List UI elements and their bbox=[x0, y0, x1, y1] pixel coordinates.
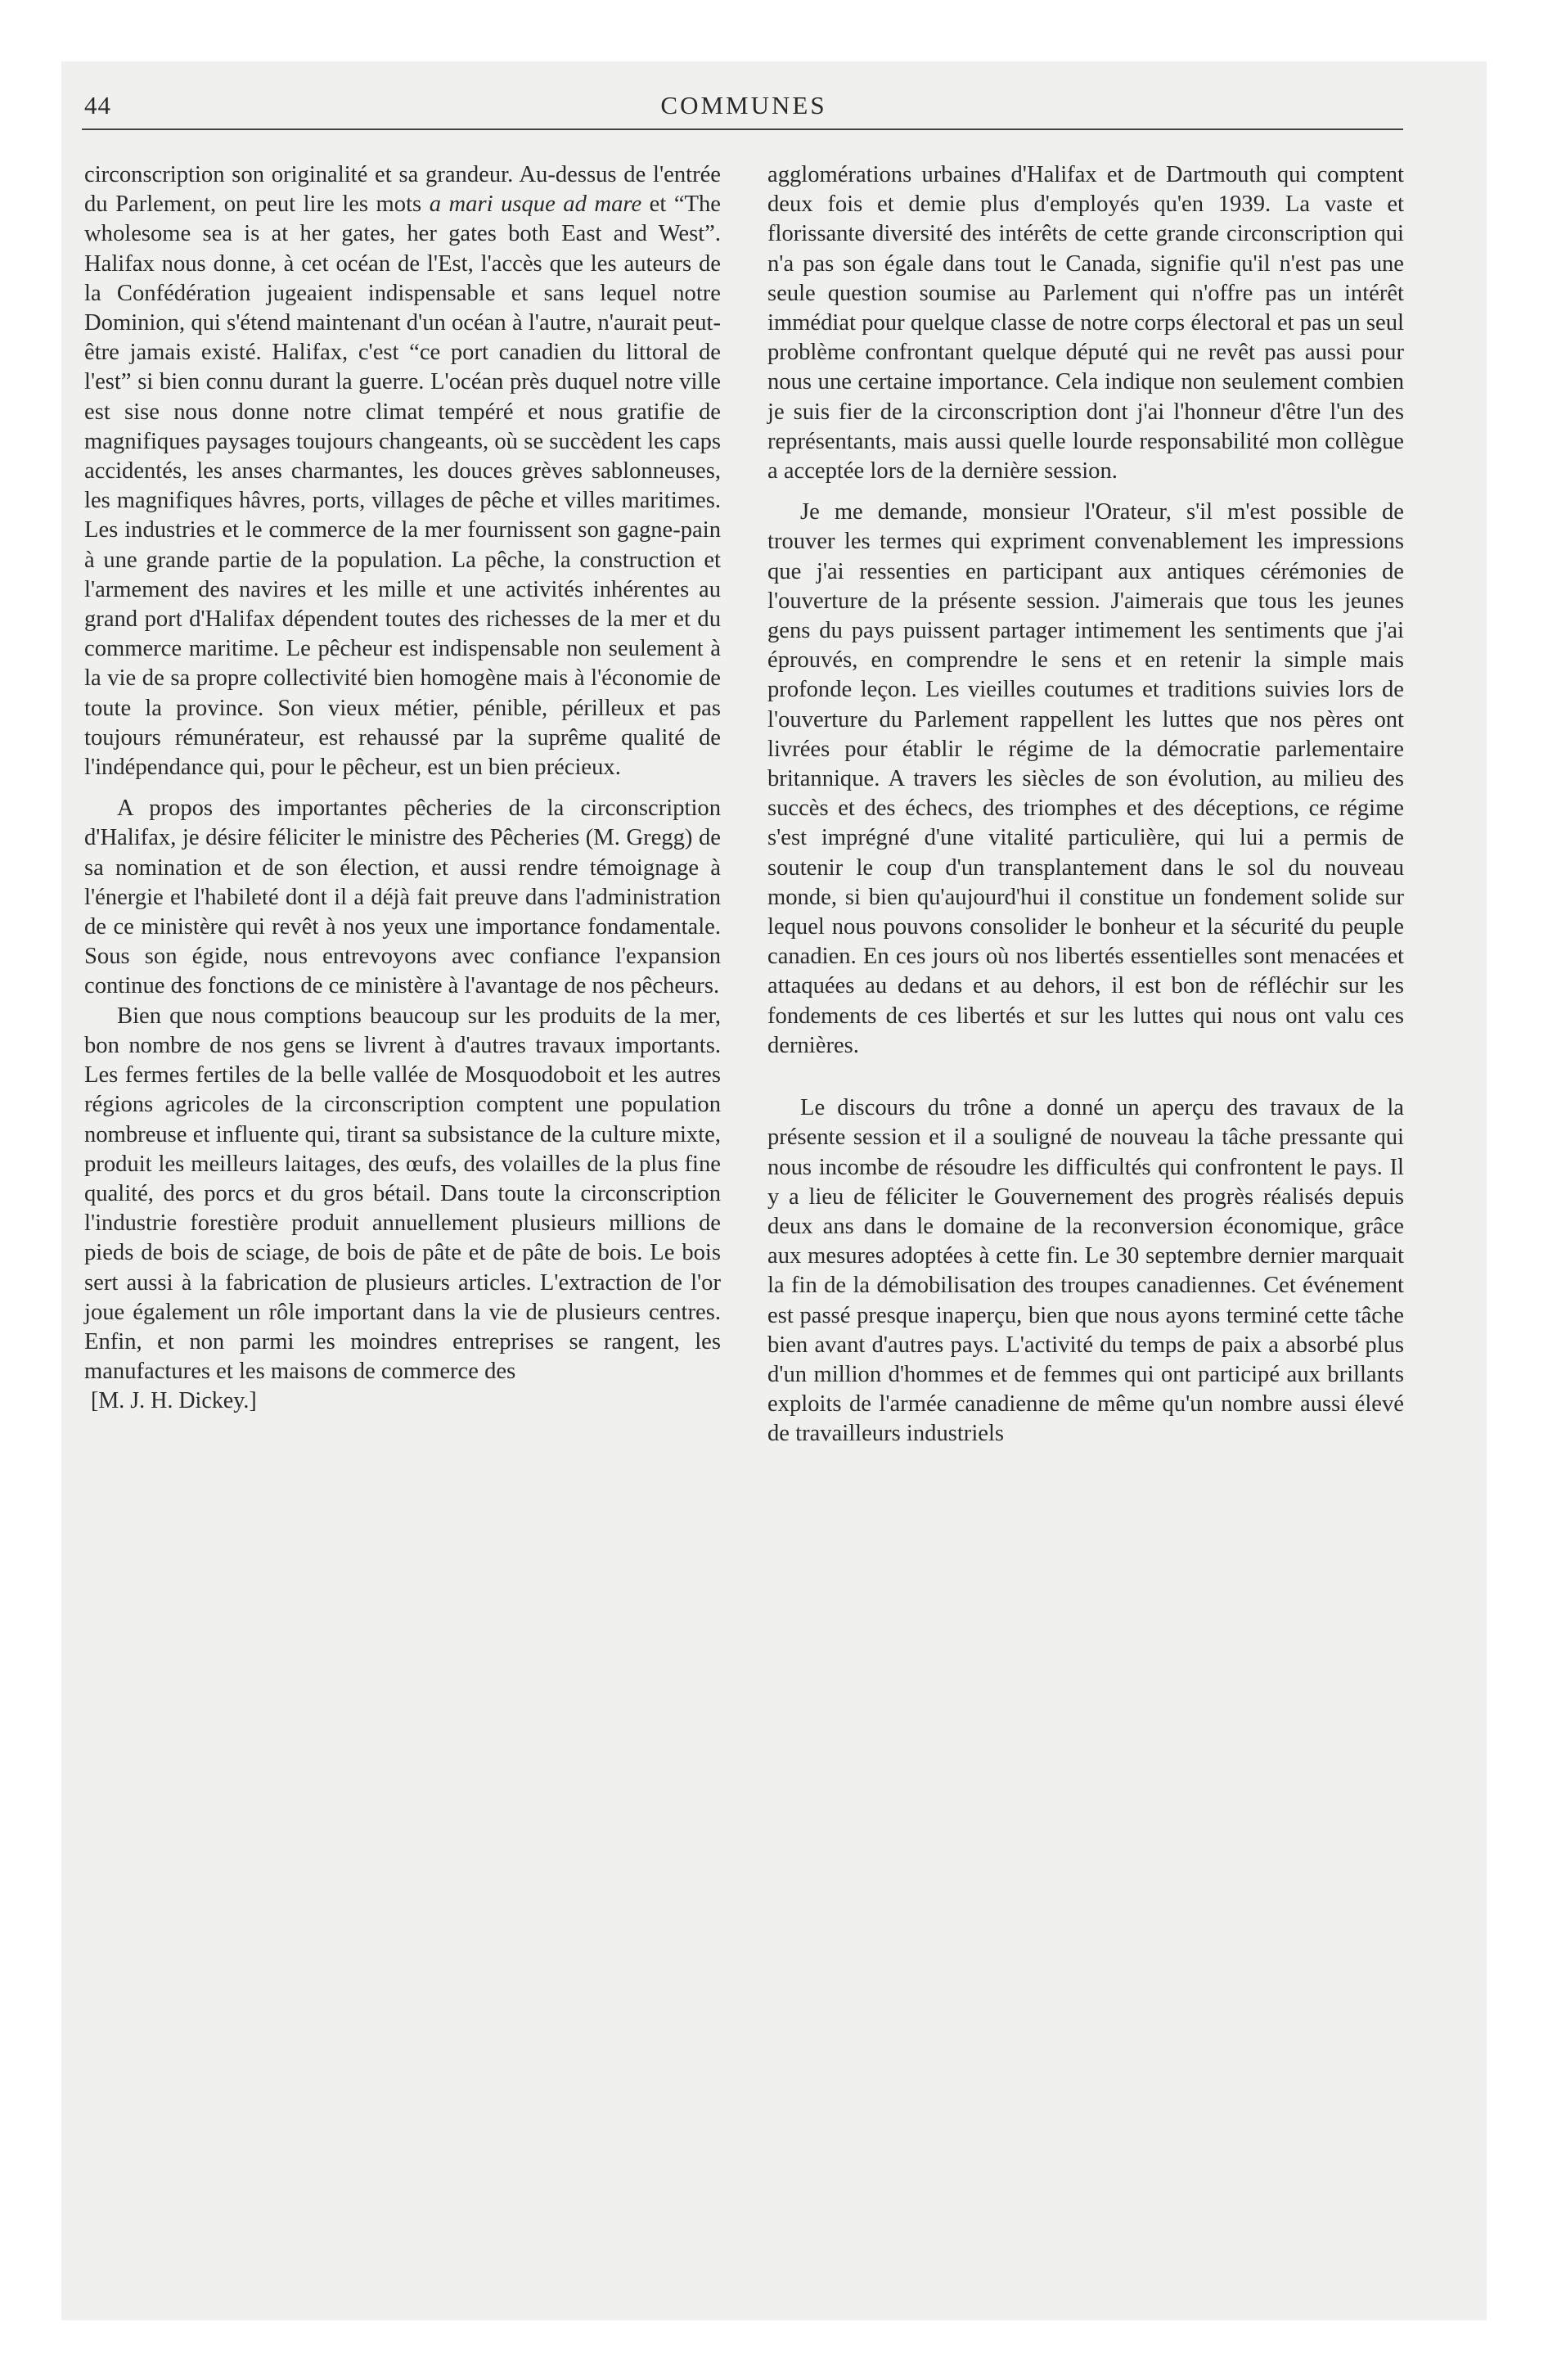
left-paragraph-1-text-a: circonscription son originalité et sa grandeur. Au-dessus de l'entrée du Parlement, on peut lire les mots bbox=[84, 162, 721, 218]
left-paragraph-1 bbox=[84, 160, 721, 782]
right-column bbox=[767, 160, 1404, 1449]
latin-motto: a mari usque ad mare bbox=[429, 192, 642, 218]
left-paragraph-1-text-b: et “The wholesome sea is at her gates, her gates both East and West”. Halifax nous donne, à cet océan de l'Est, l'accès que les auteurs de la Confédération jugeaient indispensable et sans lequel notre Dominion, qui s'étend maintenant d'un océan à l'autre, n'aurait peut-être jamais existé. Halifax, c'est “ce port canadien du littoral de l'est” si bien connu durant la guerre. L'océan près duquel notre ville est sise nous donne notre climat tempéré et nous gratifie de magnifiques paysages toujours changeants, où se succèdent les caps accidentés, les anses charmantes, les douces grèves sablonneuses, les magnifiques hâvres, ports, villages de pêche et villes maritimes. Les industries et le commerce de la mer fournissent son gagne-pain à une grande partie de la population. La pêche, la construction et l'armement des navires et les mille et une activités inhérentes au grand port d'Halifax dépendent toutes des richesses de la mer et du commerce maritime. Le pêcheur est indispensable non seulement à la vie de sa propre collectivité bien homogène mais à l'économie de toute la province. Son vieux métier, pénible, périlleux et pas toujours rémunérateur, est rehaussé par la suprême qualité de l'indépendance qui, pour le pêcheur, est un bien précieux. bbox=[84, 192, 721, 781]
speaker-signature: [M. J. H. Dickey.] bbox=[91, 1388, 257, 1414]
page-header bbox=[84, 91, 1403, 140]
right-paragraph-1: agglomérations urbaines d'Halifax et de Dartmouth qui comptent deux fois et demie plus d'employés qu'en 1939. La vaste et florissante diversité des intérêts de cette grande circonscription qui n'a pas son égale dans tout le Canada, signifie qu'il n'est pas une seule question soumise au Parlement qui n'offre pas un intérêt immédiat pour quelque classe de notre corps électoral et pas un seul problème confrontant quelque député qui ne revêt pas aussi pour nous une certaine importance. Cela indique non seulement combien je suis fier de la circonscription dont j'ai l'honneur d'être l'un des représentants, mais aussi quelle lourde responsabilité mon collègue a acceptée lors de la dernière session. bbox=[767, 162, 1404, 485]
running-head: COMMUNES bbox=[660, 91, 827, 119]
right-paragraph-3: Le discours du trône a donné un aperçu des travaux de la présente session et il a souligné de nouveau la tâche pressante qui nous incombe de résoudre les difficultés qui confrontent le pays. Il y a lieu de féliciter le Gouvernement des progrès réalisés depuis deux ans dans le domaine de la reconversion économique, grâce aux mesures adoptées à cette fin. Le 30 septembre dernier marquait la fin de la démobilisation des troupes canadiennes. Cet événement est passé presque inaperçu, bien que nous ayons terminé cette tâche bien avant d'autres pays. L'activité du temps de paix a absorbé plus d'un million d'hommes et de femmes qui ont participé aux brillants exploits de l'armée canadienne de même qu'un nombre aussi élevé de travailleurs industriels bbox=[767, 1095, 1404, 1447]
header-rule bbox=[82, 128, 1403, 130]
left-column bbox=[84, 160, 721, 1417]
right-paragraph-2: Je me demande, monsieur l'Orateur, s'il m'est possible de trouver les termes qui expriment convenablement les impressions que j'ai ressenties en participant aux antiques cérémonies de l'ouverture de la présente session. J'aimerais que tous les jeunes gens du pays puissent partager intimement les sentiments que j'ai éprouvés, en comprendre le sens et en retenir la simple mais profonde leçon. Les vieilles coutumes et traditions suivies lors de l'ouverture du Parlement rappellent les luttes que nos pères ont livrées pour établir le régime de la démocratie parlementaire britannique. A travers les siècles de son évolution, au milieu des succès et des échecs, des triomphes et des déceptions, ce régime s'est imprégné d'une vitalité particulière, qui lui a permis de soutenir le coup d'un transplantement dans le sol du nouveau monde, si bien qu'aujourd'hui il constitue un fondement solide sur lequel nous pouvons consolider le bonheur et la sécurité du peuple canadien. En ces jours où nos libertés essentielles sont menacées et attaquées au dedans et au dehors, il est bon de réfléchir sur les fondements de ces libertés et sur les luttes qui nous ont valu ces dernières. bbox=[767, 499, 1404, 1058]
left-paragraph-2: A propos des importantes pêcheries de la circonscription d'Halifax, je désire féliciter le ministre des Pêcheries (M. Gregg) de sa nomination et de son élection, et aussi rendre témoignage à l'énergie et l'habileté dont il a déjà fait preuve dans l'administration de ce ministère qui revêt à nos yeux une importance fondamentale. Sous son égide, nous entrevoyons avec confiance l'expansion continue des fonctions de ce ministère à l'avantage de nos pêcheurs. bbox=[84, 796, 721, 999]
page-number: 44 bbox=[84, 91, 111, 119]
left-paragraph-3: Bien que nous comptions beaucoup sur les produits de la mer, bon nombre de nos gens se livrent à d'autres travaux importants. Les fermes fertiles de la belle vallée de Mosquodoboit et les autres régions agricoles de la circonscription comptent une population nombreuse et influente qui, tirant sa subsistance de la culture mixte, produit les meilleurs laitages, des œufs, des volailles de la plus fine qualité, des porcs et du gros bétail. Dans toute la circonscription l'industrie forestière produit annuellement plusieurs millions de pieds de bois de sciage, de bois de pâte et de pâte de bois. Le bois sert aussi à la fabrication de plusieurs articles. L'extraction de l'or joue également un rôle important dans la vie de plusieurs centres. Enfin, et non parmi les moindres entreprises se rangent, les manufactures et les maisons de commerce des bbox=[84, 1003, 721, 1385]
